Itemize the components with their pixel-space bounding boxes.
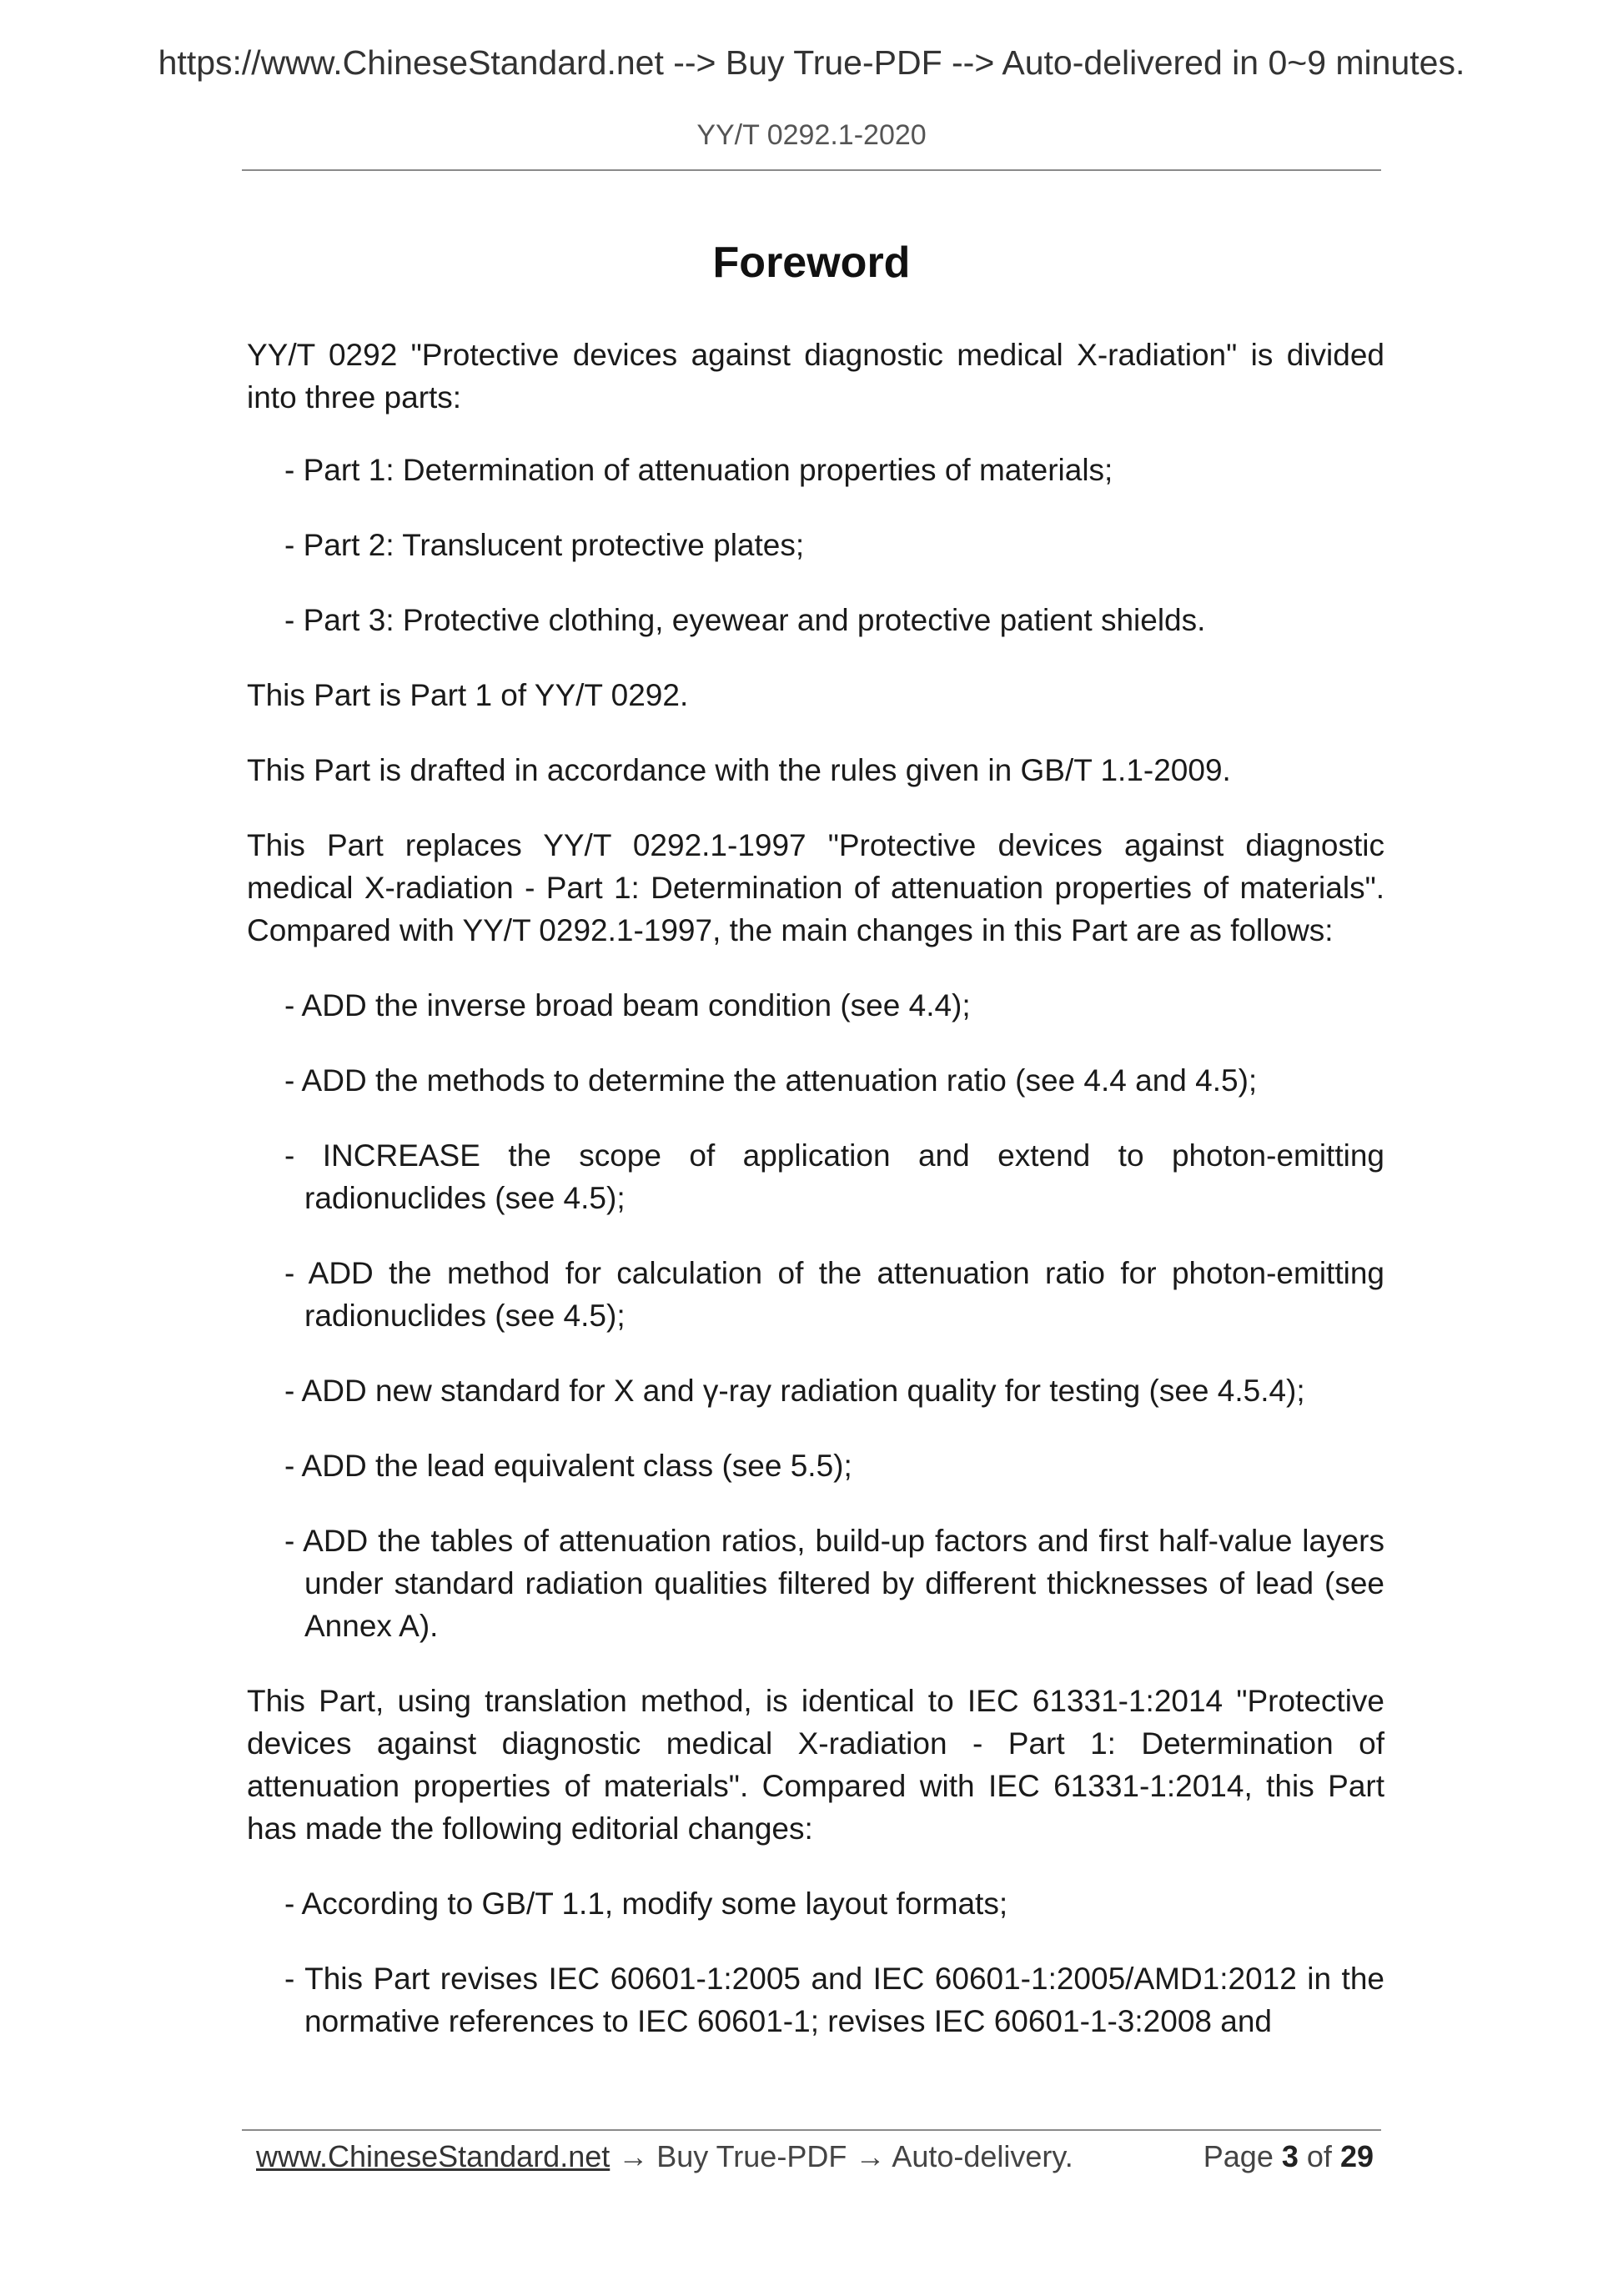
list-item: - Part 2: Translucent protective plates;	[284, 528, 805, 562]
top-banner: https://www.ChineseStandard.net --> Buy True-PDF --> Auto-delivered in 0~9 minutes.	[158, 43, 1465, 82]
list-item: - ADD the tables of attenuation ratios, build-up factors and first half-value layers under standard radiation qualities filtered by different thicknesses of lead (see Annex A).	[284, 1524, 1384, 1643]
document-code: YY/T 0292.1-2020	[696, 119, 927, 151]
foreword-body	[247, 334, 1384, 2075]
list-item: - ADD the lead equivalent class (see 5.5);	[284, 1449, 852, 1483]
footer-tagline: → Buy True-PDF → Auto-delivery.	[610, 2139, 1073, 2173]
page-title: Foreword	[712, 239, 911, 287]
list-item: - According to GB/T 1.1, modify some layout formats;	[284, 1887, 1008, 1921]
total-pages: 29	[1339, 2139, 1374, 2173]
footer-promo	[256, 2139, 1073, 2174]
page-number: 3	[1281, 2139, 1299, 2173]
list-item: - ADD the inverse broad beam condition (see 4.4);	[284, 988, 971, 1022]
header-divider	[242, 169, 1381, 171]
of-label: of	[1306, 2139, 1332, 2173]
footer-divider	[242, 2129, 1381, 2131]
list-item: - Part 3: Protective clothing, eyewear and protective patient shields.	[284, 603, 1206, 637]
list-item: - Part 1: Determination of attenuation properties of materials;	[284, 453, 1113, 487]
page-label: Page	[1203, 2139, 1274, 2173]
identical-paragraph: This Part, using translation method, is identical to IEC 61331-1:2014 "Protective devices against diagnostic medical X-radiation - Part 1: Determination of attenuation properties of materials". Compared with IEC 61331-1:2014, this Part has made the following editorial changes:	[247, 1684, 1384, 1846]
site-link[interactable]: www.ChineseStandard.net	[256, 2139, 611, 2173]
intro-paragraph: YY/T 0292 "Protective devices against diagnostic medical X-radiation" is divided into three parts:	[247, 338, 1384, 414]
list-item: - ADD the method for calculation of the attenuation ratio for photon-emitting radionuclides (see 4.5);	[284, 1256, 1384, 1333]
list-item: - ADD the methods to determine the attenuation ratio (see 4.4 and 4.5);	[284, 1063, 1258, 1098]
list-item: - ADD new standard for X and γ-ray radiation quality for testing (see 4.5.4);	[284, 1374, 1305, 1408]
part-statement: This Part is Part 1 of YY/T 0292.	[247, 678, 689, 712]
replaces-paragraph: This Part replaces YY/T 0292.1-1997 "Protective devices against diagnostic medical X-radiation - Part 1: Determination of attenuation properties of materials". Compared with YY/T 0292.1-1997, the main changes in this Part are as follows:	[247, 828, 1384, 947]
list-item: - INCREASE the scope of application and extend to photon-emitting radionuclides (see 4.5);	[284, 1138, 1384, 1215]
page-indicator	[1203, 2139, 1374, 2174]
drafting-statement: This Part is drafted in accordance with the rules given in GB/T 1.1-2009.	[247, 753, 1231, 787]
list-item: - This Part revises IEC 60601-1:2005 and IEC 60601-1:2005/AMD1:2012 in the normative references to IEC 60601-1; revises IEC 60601-1-3:2008 and	[284, 1962, 1384, 2038]
